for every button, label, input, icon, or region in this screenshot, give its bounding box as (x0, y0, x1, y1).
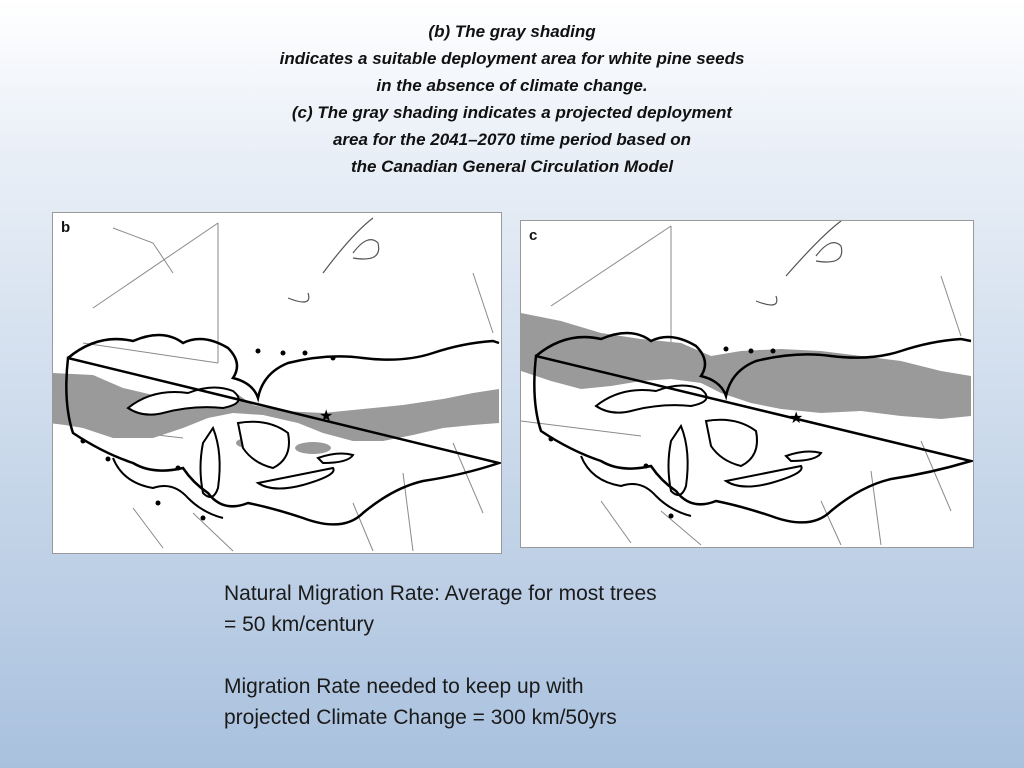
caption-line-6: the Canadian General Circulation Model (350, 157, 674, 176)
caption-line-3: in the absence of climate change. (376, 76, 648, 95)
location-star: ★ (319, 406, 334, 425)
lake-huron (706, 420, 757, 466)
border-line (133, 508, 163, 548)
lake-michigan (669, 426, 688, 495)
map-b-current-range (52, 212, 502, 554)
lake-michigan (201, 428, 220, 497)
lake-erie (258, 468, 334, 489)
caption-line-1: (b) The gray shading (428, 22, 596, 41)
border-line (193, 513, 233, 551)
migration-rate-text (224, 578, 784, 733)
border-line (551, 226, 671, 306)
coastline (816, 243, 842, 262)
paragraph-gap (224, 640, 784, 671)
border-line (601, 501, 631, 543)
range-dot (176, 466, 181, 471)
border-line (473, 273, 493, 333)
panel-letter-c: c (529, 227, 538, 244)
coastline (756, 296, 777, 305)
lake-erie (726, 466, 802, 487)
range-dot (669, 514, 674, 519)
border-line (353, 503, 373, 551)
border-line (941, 276, 961, 336)
range-dot (303, 351, 308, 356)
panel-letter-b: b (61, 219, 71, 236)
map-b-drawing (53, 213, 501, 553)
range-dot (281, 351, 286, 356)
needed-rate-line-2: projected Climate Change = 300 km/50yrs (224, 706, 617, 729)
range-dot (549, 437, 554, 442)
range-dot (724, 347, 729, 352)
range-dot (331, 356, 336, 361)
caption-line-5: area for the 2041–2070 time period based on (332, 130, 692, 149)
map-c-projected-range (520, 220, 974, 548)
range-dot (81, 439, 86, 444)
border-line (93, 223, 218, 308)
border-line (83, 343, 218, 363)
coastline (786, 221, 841, 276)
coastline (288, 293, 309, 302)
natural-rate-line-1: Natural Migration Rate: Average for most trees (224, 582, 657, 605)
coastline (323, 218, 373, 273)
map-c-drawing (521, 221, 973, 547)
caption-line-2: indicates a suitable deployment area for white pine seeds (279, 49, 745, 68)
lake-huron (238, 422, 289, 468)
border-line (821, 501, 841, 545)
range-dot (106, 457, 111, 462)
lake-superior (596, 385, 707, 412)
range-dot (256, 349, 261, 354)
range-dot (771, 349, 776, 354)
shading-patch (295, 442, 331, 454)
coastline (353, 240, 379, 259)
natural-rate-line-2: = 50 km/century (224, 613, 374, 636)
range-dot (201, 516, 206, 521)
range-dot (644, 464, 649, 469)
lake-ontario (786, 452, 821, 461)
border-line (113, 228, 173, 273)
range-dot (156, 501, 161, 506)
lake-ontario (318, 454, 353, 463)
caption-line-4: (c) The gray shading indicates a projected deployment (291, 103, 733, 122)
border-line (661, 511, 701, 545)
figure-caption (0, 18, 1024, 180)
location-star: ★ (789, 408, 804, 427)
range-dot (749, 349, 754, 354)
needed-rate-line-1: Migration Rate needed to keep up with (224, 675, 584, 698)
